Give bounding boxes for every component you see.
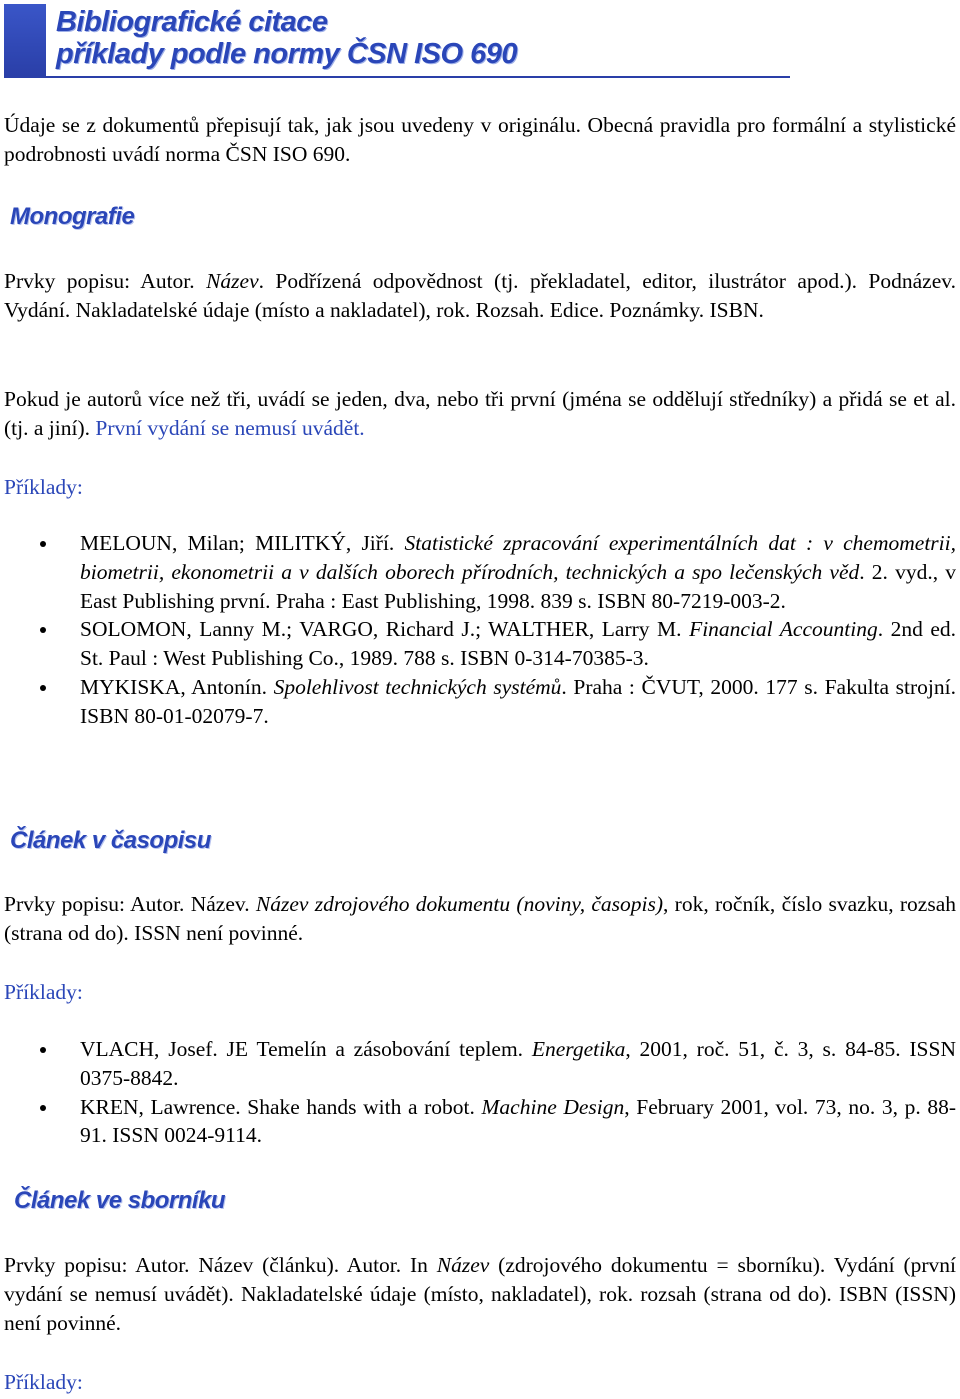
ref-author: VLACH, Josef. JE Temelín a zásobování teplem. [80,1037,532,1061]
banner-underline [4,76,790,78]
bullet-icon [40,541,46,547]
sbornik-examples-label: Příklady: [4,1370,83,1394]
ref-details: , 2001, roč. 51, č. 3, s. 84-85. ISSN 0375-8842. [80,1037,956,1090]
ref-title: Energetika [531,1037,626,1061]
bullet-icon [40,627,46,633]
section-heading-monografie: Monografie [10,203,135,230]
ref-title: Financial Accounting [689,617,878,642]
monografie-elements-part1: Prvky popisu: Autor. [4,269,207,293]
monografie-note-first-edition: První vydání se nemusí uvádět. [89,415,365,440]
banner-title-line1: Bibliografické citace [56,6,328,38]
ref-details: . 2nd ed. St. Paul : West Publishing Co., 1989. 788 s. ISBN 0-314-70385-3. [80,617,957,671]
list-item [0,1035,956,1093]
list-item [0,615,956,673]
section-heading-clanek-v-casopisu: Článek v časopisu [10,827,211,854]
sbornik-elements-title: Název [436,1253,490,1277]
bullet-icon [40,1105,46,1111]
list-item [0,1093,956,1151]
casopis-elements [4,890,956,948]
ref-details: . Praha : ČVUT, 2000. 177 s. Fakulta strojní. ISBN 80-01-02079-7. [80,674,956,728]
ref-author: MYKISKA, Antonín. [80,674,274,699]
monografie-note-main: Pokud je autorů více než tři, uvádí se jeden, dva, nebo tři první (jména se oddělují středníky) a přidá se et al. (tj. a jiní). [4,387,956,440]
section-heading-clanek-ve-sborniku: Článek ve sborníku [14,1187,226,1214]
monografie-elements-part3: . Podřízená odpovědnost (tj. překladatel, editor, ilustrátor apod.). Podnázev. Vydání. Nakladatelské údaje (místo a nakladatel), rok. Rozsah. Edice. Poznámky. ISBN. [4,269,956,322]
monografie-reference-list [0,529,956,731]
ref-author: SOLOMON, Lanny M.; VARGO, Richard J.; WALTHER, Larry M. [80,617,690,642]
header-banner [4,4,790,78]
ref-author: KREN, Lawrence. Shake hands with a robot. [80,1094,482,1119]
intro-paragraph: Údaje se z dokumentů přepisují tak, jak jsou uvedeny v originálu. Obecná pravidla pro formální a stylistické podrobnosti uvádí norma ČSN ISO 690. [4,113,956,166]
ref-author: MELOUN, Milan; MILITKÝ, Jiří. [80,531,405,555]
banner-accent-bar [4,4,46,76]
monografie-elements-title: Název [206,269,259,293]
sbornik-elements [4,1251,956,1337]
bullet-icon [40,685,46,691]
list-item [0,673,956,731]
monografie-examples-label: Příklady: [4,475,83,499]
monografie-note [4,385,956,443]
banner-title-line2: příklady podle normy ČSN ISO 690 [56,38,518,70]
ref-title: Machine Design [481,1094,625,1119]
casopis-elements-source: Název zdrojového dokumentu (noviny, časopis) [255,892,664,916]
sbornik-elements-part3: (zdrojového dokumentu = sborníku). Vydání (první vydání se nemusí uvádět). Nakladatelské údaje (místo, nakladatel), rok. rozsah (strana od do). ISBN (ISSN) není povinné. [4,1253,956,1335]
casopis-examples-label: Příklady: [4,980,83,1004]
casopis-reference-list [0,1035,956,1150]
ref-title: Spolehlivost technických systémů [273,674,562,699]
list-item [0,529,956,615]
ref-details: , February 2001, vol. 73, no. 3, p. 88-91. ISSN 0024-9114. [80,1094,957,1148]
casopis-elements-part1: Prvky popisu: Autor. Název. [4,892,256,916]
casopis-elements-part3: , rok, ročník, číslo svazku, rozsah (strana od do). ISSN není povinné. [4,892,956,945]
monografie-elements [4,267,956,325]
sbornik-elements-part1: Prvky popisu: Autor. Název (článku). Autor. In [4,1253,437,1277]
ref-title: Statistické zpracování experimentálních dat : v chemometrii, biometrii, ekonometrii a v dalších oborech přírodních, technických a spo lečenských věd [80,531,956,584]
bullet-icon [40,1047,46,1053]
ref-details: . 2. vyd., v East Publishing první. Praha : East Publishing, 1998. 839 s. ISBN 80-7219-003-2. [80,559,956,613]
